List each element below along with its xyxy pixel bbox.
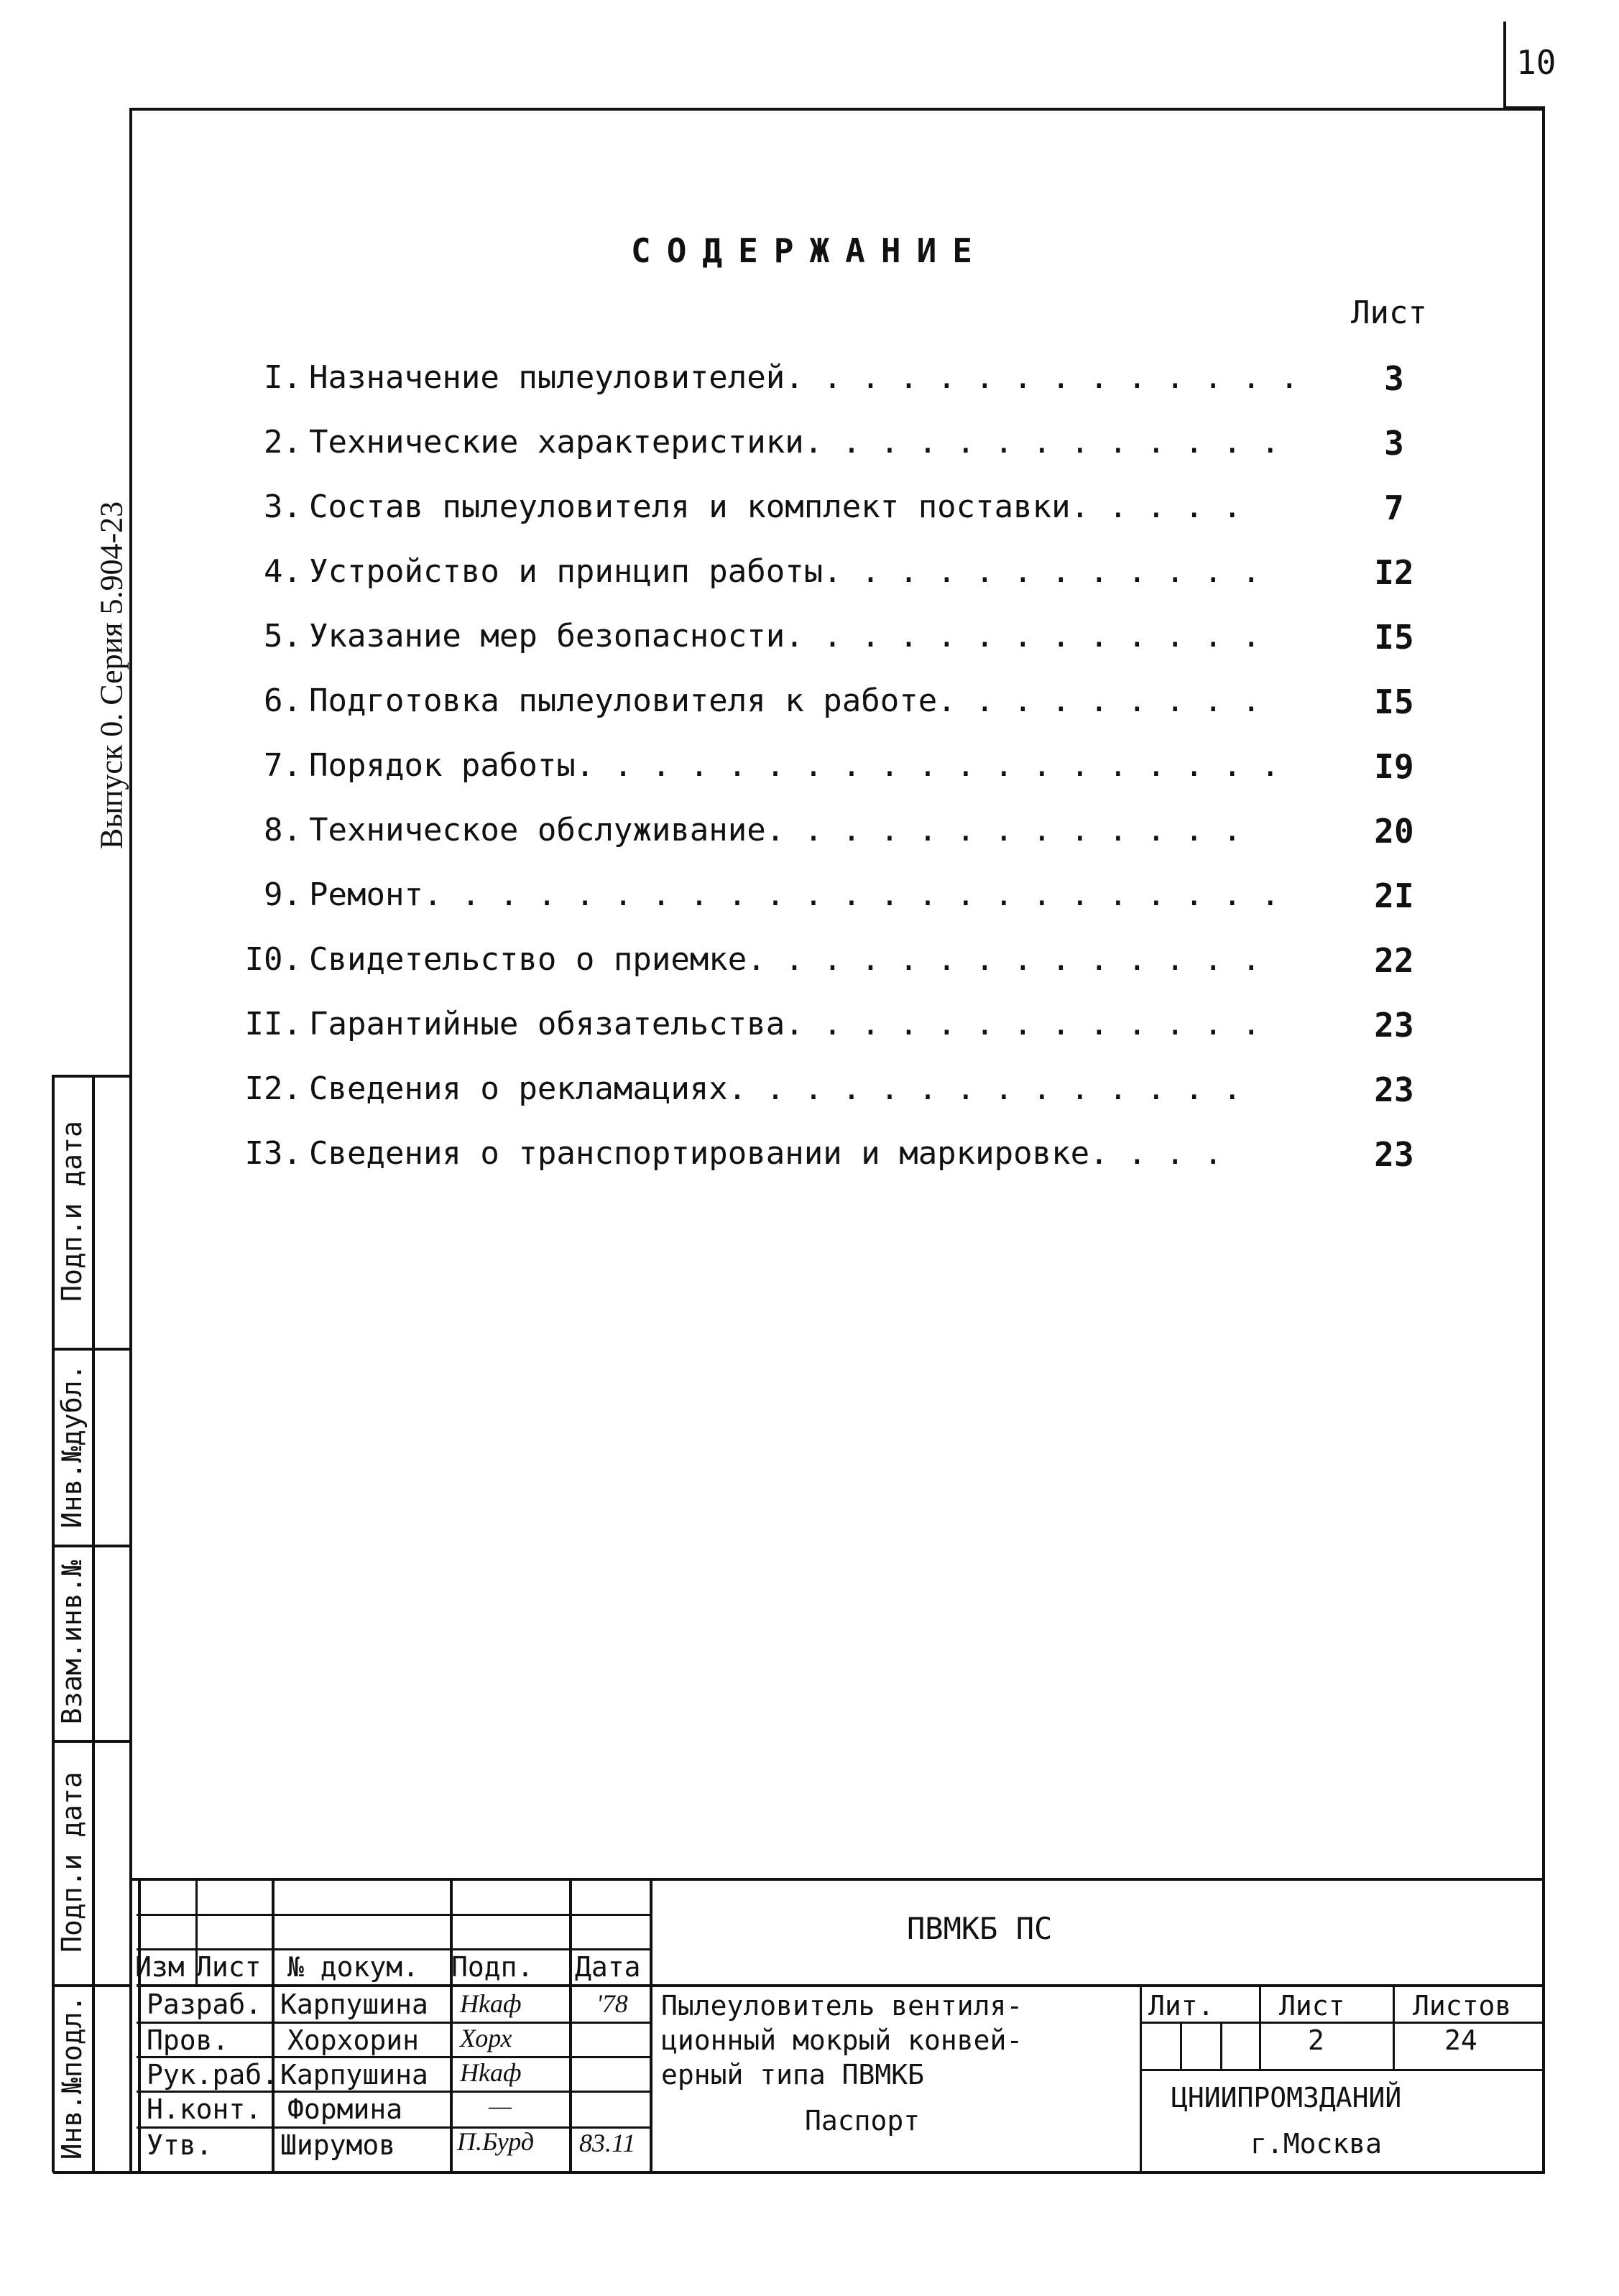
toc-item-title: Свидетельство о приемке. . . . . . . . . . . . . . xyxy=(309,941,1261,978)
margin-line-5 xyxy=(52,1984,131,1987)
margin-line-2 xyxy=(52,1348,131,1351)
toc-item-title: Техническое обслуживание. . . . . . . . . . . . . xyxy=(309,812,1242,848)
doc-title-line: ционный мокрый конвей- xyxy=(661,2024,1023,2056)
toc-item-title: Назначение пылеуловителей. . . . . . . . . . . . . . xyxy=(309,359,1299,396)
toc-item-page: I5 xyxy=(1374,682,1414,721)
role-label: Рук.раб. xyxy=(147,2059,279,2091)
toc-item-title: Порядок работы. . . . . . . . . . . . . . . . . . . xyxy=(309,747,1281,784)
role-name: Формина xyxy=(287,2093,403,2125)
margin-column-left xyxy=(52,1075,55,2172)
header-change: Изм xyxy=(135,1951,185,1983)
series-label: Выпуск 0. Серия 5.904-23 xyxy=(93,501,129,850)
toc-item-number: 3. xyxy=(264,489,302,525)
toc-item-page: 23 xyxy=(1374,1006,1414,1045)
sheets-value: 24 xyxy=(1444,2024,1477,2056)
role-label: Утв. xyxy=(147,2129,213,2161)
exchange-inv-label: Взам.инв.№ xyxy=(56,1560,88,1725)
toc-item-number: 2. xyxy=(264,424,302,460)
stamp-col-line xyxy=(1140,1984,1142,2172)
toc-item-title: Сведения о рекламациях. . . . . . . . . . . . . . xyxy=(309,1070,1242,1107)
sheet-number: 10 xyxy=(1516,43,1556,82)
role-label: Разраб. xyxy=(147,1989,262,2020)
lit-label: Лит. xyxy=(1148,1990,1214,2022)
toc-item-number: II. xyxy=(244,1006,302,1042)
toc-item xyxy=(0,553,1619,596)
stamp-line xyxy=(1140,2069,1542,2071)
role-signature: Hkаф xyxy=(460,2058,522,2087)
stamp-line xyxy=(137,2056,650,2058)
sheets-label: Листов xyxy=(1413,1990,1512,2022)
stamp-col-line xyxy=(1180,2022,1182,2070)
role-name: Хорхорин xyxy=(287,2024,420,2056)
stamp-header-line xyxy=(137,1984,1544,1987)
toc-item-page: 7 xyxy=(1384,489,1404,527)
toc-item-page: 20 xyxy=(1374,812,1414,851)
stamp-line xyxy=(137,1914,650,1916)
role-signature: Хорх xyxy=(460,2024,512,2052)
toc-item-title: Состав пылеуловителя и комплект поставки. . . . . xyxy=(309,489,1242,525)
toc-item-page: 3 xyxy=(1384,424,1404,463)
toc-item xyxy=(0,424,1619,467)
role-signature: Hkаф xyxy=(460,1989,522,2018)
frame-bottom xyxy=(53,2171,1545,2174)
role-name: Карпушина xyxy=(280,2059,428,2091)
toc-item-number: I0. xyxy=(244,941,302,978)
sign-date-bottom-label: Подп.и дата xyxy=(56,1772,88,1953)
role-date: 83.11 xyxy=(579,2129,636,2157)
role-date: '78 xyxy=(596,1989,628,2018)
stamp-line xyxy=(137,2126,650,2129)
toc-item-title: Сведения о транспортировании и маркировке. . . . xyxy=(309,1135,1223,1172)
toc-item xyxy=(0,747,1619,790)
header-sheet: Лист xyxy=(195,1951,262,1983)
toc-item xyxy=(0,1006,1619,1049)
toc-item-number: I3. xyxy=(244,1135,302,1172)
role-label: Н.конт. xyxy=(147,2093,262,2125)
toc-item xyxy=(0,812,1619,855)
toc-item-page: 23 xyxy=(1374,1070,1414,1109)
stamp-col-line xyxy=(272,1878,275,2172)
toc-item-title: Устройство и принцип работы. . . . . . . . . . . . xyxy=(309,553,1261,590)
margin-line-3 xyxy=(52,1545,131,1547)
stamp-line xyxy=(137,2091,650,2093)
toc-item xyxy=(0,876,1619,920)
stamp-col-line xyxy=(450,1878,453,2172)
toc-item-number: I2. xyxy=(244,1070,302,1107)
toc-title: СОДЕРЖАНИЕ xyxy=(631,231,988,270)
toc-item-page: 22 xyxy=(1374,941,1414,980)
toc-item-page: I2 xyxy=(1374,553,1414,592)
stamp-col-line xyxy=(650,1878,652,2172)
role-name: Ширумов xyxy=(280,2129,396,2161)
stamp-col-line xyxy=(1220,2022,1222,2070)
header-doc-num: № докум. xyxy=(287,1951,420,1983)
sheet-label: Лист xyxy=(1279,1990,1345,2022)
stamp-col-line xyxy=(1393,1984,1395,2070)
toc-item-title: Технические характеристики. . . . . . . . . . . . . xyxy=(309,424,1281,460)
role-label: Пров. xyxy=(147,2024,229,2056)
margin-line-4 xyxy=(52,1740,131,1743)
stamp-col-line xyxy=(138,1878,141,2172)
org-city: г.Москва xyxy=(1250,2128,1383,2160)
stamp-line xyxy=(137,1948,650,1950)
toc-item-title: Гарантийные обязательства. . . . . . . . . . . . . xyxy=(309,1006,1261,1042)
stamp-col-line xyxy=(569,1878,572,2172)
inv-orig-label: Инв.№подл. xyxy=(56,1995,88,2160)
toc-sheet-header: Лист xyxy=(1351,295,1427,331)
toc-item xyxy=(0,1135,1619,1178)
stamp-line xyxy=(137,2022,650,2024)
toc-item-page: 3 xyxy=(1384,359,1404,398)
sheet-number-divider xyxy=(1503,22,1506,108)
toc-item xyxy=(0,618,1619,661)
toc-item-page: 23 xyxy=(1374,1135,1414,1174)
toc-item-number: 9. xyxy=(264,876,302,913)
role-signature: — xyxy=(489,2091,512,2120)
toc-item-number: 4. xyxy=(264,553,302,590)
header-sign: Подп. xyxy=(451,1951,534,1983)
header-date: Дата xyxy=(575,1951,641,1983)
stamp-line xyxy=(1140,2022,1542,2024)
toc-item-number: 6. xyxy=(264,682,302,719)
doc-title-line: Пылеуловитель вентиля- xyxy=(661,1990,1023,2022)
toc-item-title: Указание мер безопасности. . . . . . . . . . . . . xyxy=(309,618,1261,654)
toc-item xyxy=(0,1070,1619,1114)
toc-item-number: 5. xyxy=(264,618,302,654)
org-name: ЦНИИПРОМЗДАНИЙ xyxy=(1171,2082,1402,2114)
toc-item xyxy=(0,359,1619,402)
toc-item-number: 7. xyxy=(264,747,302,784)
toc-item xyxy=(0,489,1619,532)
toc-item-title: Подготовка пылеуловителя к работе. . . . . . . . . xyxy=(309,682,1261,719)
sign-date-top-label: Подп.и дата xyxy=(56,1121,88,1302)
stamp-col-line xyxy=(1259,1984,1261,2070)
toc-item-number: I. xyxy=(264,359,302,396)
toc-item xyxy=(0,941,1619,984)
toc-item-page: I9 xyxy=(1374,747,1414,786)
toc-item-page: I5 xyxy=(1374,618,1414,657)
toc-item xyxy=(0,682,1619,726)
doc-code: ПВМКБ ПС xyxy=(907,1911,1053,1946)
toc-item-title: Ремонт. . . . . . . . . . . . . . . . . . . . . . . xyxy=(309,876,1281,913)
doc-subtitle: Паспорт xyxy=(805,2105,921,2137)
frame-top xyxy=(129,108,1545,111)
toc-item-page: 2I xyxy=(1374,876,1414,915)
stamp-top-line xyxy=(129,1878,1544,1881)
role-name: Карпушина xyxy=(280,1989,428,2020)
inv-dup-label: Инв.№дубл. xyxy=(56,1364,88,1529)
toc-item-number: 8. xyxy=(264,812,302,848)
doc-title-line: ерный типа ПВМКБ xyxy=(661,2059,925,2091)
margin-column-inner xyxy=(92,1075,95,2172)
sheet-value: 2 xyxy=(1308,2024,1324,2056)
role-signature: П.Бурд xyxy=(457,2127,535,2156)
